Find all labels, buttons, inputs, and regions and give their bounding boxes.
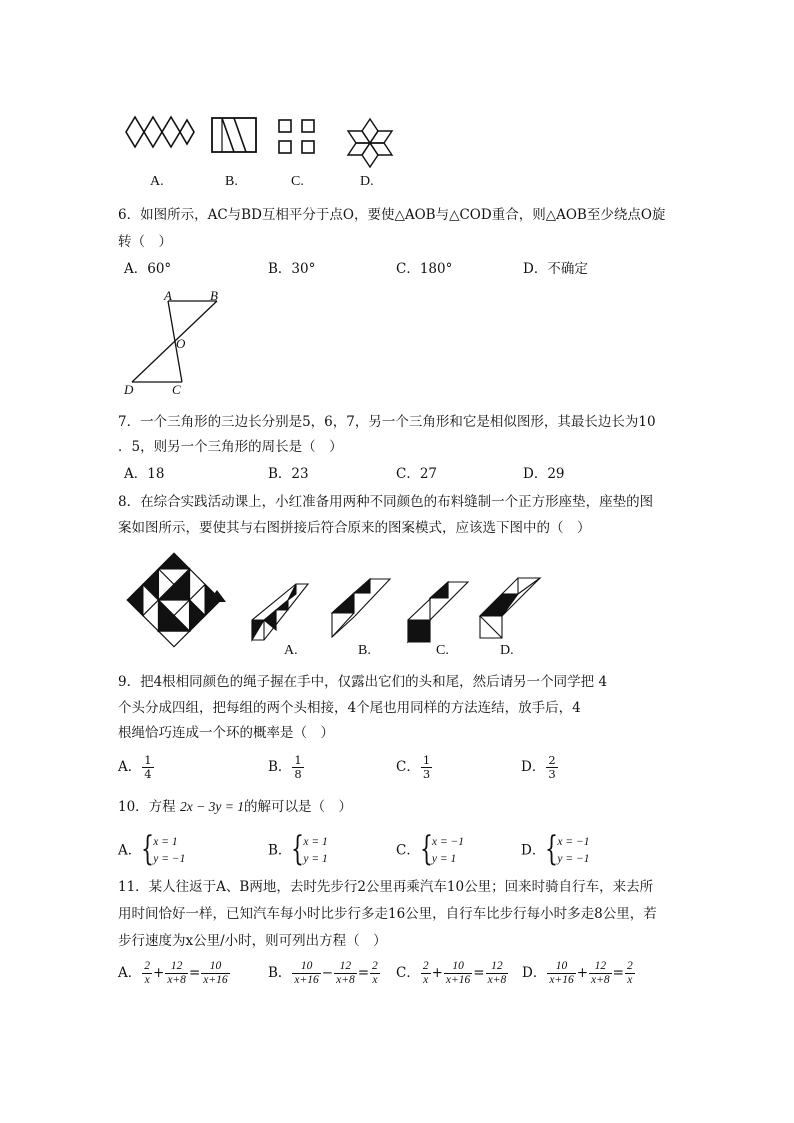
q10-equation: 2x − 3y = 1 xyxy=(179,799,244,814)
q7-stem-line1: 7．一个三角形的三边长分别是5，6，7，另一个三角形和它是相似图形，其最长边长为10 xyxy=(118,414,656,430)
q6-fig-label-d: D xyxy=(124,382,134,397)
q5-figure-d xyxy=(340,118,400,170)
q7-stem-line2: ．5，则另一个三角形的周长是（ ） xyxy=(118,439,343,455)
q7-option-b: B．23 xyxy=(268,466,309,482)
q10-option-d: D． { x = −1 y = −1 xyxy=(521,829,590,869)
q5-figure-a xyxy=(124,114,194,156)
q8-option-c-figure xyxy=(406,580,472,644)
q9-stem-line2: 个头分成四组，把每组的两个头相接，4个尾也用同样的方法连结，放手后，4 xyxy=(118,700,581,716)
q5-label-c: C. xyxy=(291,174,304,189)
q8-stem-line2: 案如图所示，要使其与右图拼接后符合原来的图案模式，应该选下图中的（ ） xyxy=(118,520,591,536)
q11-option-d: D． $\frac{10}{x+16}$ + $\frac{12}{x+8}$ = $\frac{2}{x}$ xyxy=(522,960,633,986)
q8-label-c: C. xyxy=(436,643,449,658)
q7-option-d: D．29 xyxy=(523,466,565,482)
q5-figure-b xyxy=(210,116,260,154)
q6-fig-label-b: B xyxy=(210,288,218,303)
q8-option-d-figure xyxy=(478,576,544,640)
q8-label-d: D. xyxy=(500,643,514,658)
q5-figure-c xyxy=(278,119,320,157)
q5-label-a: A. xyxy=(150,174,164,189)
q9-option-b: B． $\frac{1}{8}$ xyxy=(268,753,302,781)
q8-option-a-figure xyxy=(250,582,310,644)
q6-stem-line2: 转（ ） xyxy=(118,234,172,250)
q11-option-a: A． $\frac{2}{x}$ + $\frac{12}{x+8}$ = $\frac{10}{x+16}$ xyxy=(118,960,228,986)
q8-stem-line1: 8．在综合实践活动课上，小红准备用两种不同颜色的布料缝制一个正方形座垫，座垫的图 xyxy=(118,494,654,510)
q7-option-a: A．18 xyxy=(124,466,165,482)
q10-option-c: C． { x = −1 y = 1 xyxy=(396,829,464,869)
q11-stem-line3: 步行速度为x公里/小时，则可列出方程（ ） xyxy=(118,933,387,949)
q8-label-a: A. xyxy=(284,643,298,658)
q6-fig-label-o: O xyxy=(176,336,186,351)
q6-option-b: B．30° xyxy=(268,261,316,277)
q6-option-c: C．180° xyxy=(396,261,453,277)
q9-option-c: C． $\frac{1}{3}$ xyxy=(396,753,431,781)
q9-stem-line1: 9．把4根相同颜色的绳子握在手中，仅露出它们的头和尾，然后请另一个同学把 4 xyxy=(118,674,608,690)
q8-main-pattern xyxy=(120,552,230,650)
q10-stem: 10．方程 2x − 3y = 1的解可以是（ ） xyxy=(118,799,352,815)
q6-option-d: D．不确定 xyxy=(523,261,588,277)
q6-stem-line1: 6．如图所示，AC与BD互相平分于点O，要使△AOB与△COD重合，则△AOB至少绕点O旋 xyxy=(118,207,666,223)
q6-option-a: A．60° xyxy=(124,261,172,277)
q6-fig-label-c: C xyxy=(172,382,181,397)
q10-option-b: B． { x = 1 y = 1 xyxy=(268,829,328,869)
q5-label-d: D. xyxy=(360,174,374,189)
q9-option-d: D． $\frac{2}{3}$ xyxy=(521,753,556,781)
q6-fig-label-a: A xyxy=(164,288,172,303)
q9-option-a: A． $\frac{1}{4}$ xyxy=(118,753,152,781)
q11-option-b: B． $\frac{10}{x+16}$ − $\frac{12}{x+8}$ = $\frac{2}{x}$ xyxy=(268,960,378,986)
q9-stem-line3: 根绳恰巧连成一个环的概率是（ ） xyxy=(118,725,334,741)
q8-label-b: B. xyxy=(358,643,371,658)
q7-option-c: C．27 xyxy=(396,466,438,482)
q11-stem-line2: 用时间恰好一样，已知汽车每小时比步行多走16公里，自行车比步行每小时多走8公里，若 xyxy=(118,906,657,922)
q8-option-b-figure xyxy=(330,577,392,641)
q11-stem-line1: 11．某人往返于A、B两地，去时先步行2公里再乘汽车10公里；回来时骑自行车，来去所 xyxy=(118,879,654,895)
q10-option-a: A． { x = 1 y = −1 xyxy=(118,829,186,869)
q5-label-b: B. xyxy=(225,174,238,189)
q11-option-c: C． $\frac{2}{x}$ + $\frac{10}{x+16}$ = $\frac{12}{x+8}$ xyxy=(396,960,507,986)
